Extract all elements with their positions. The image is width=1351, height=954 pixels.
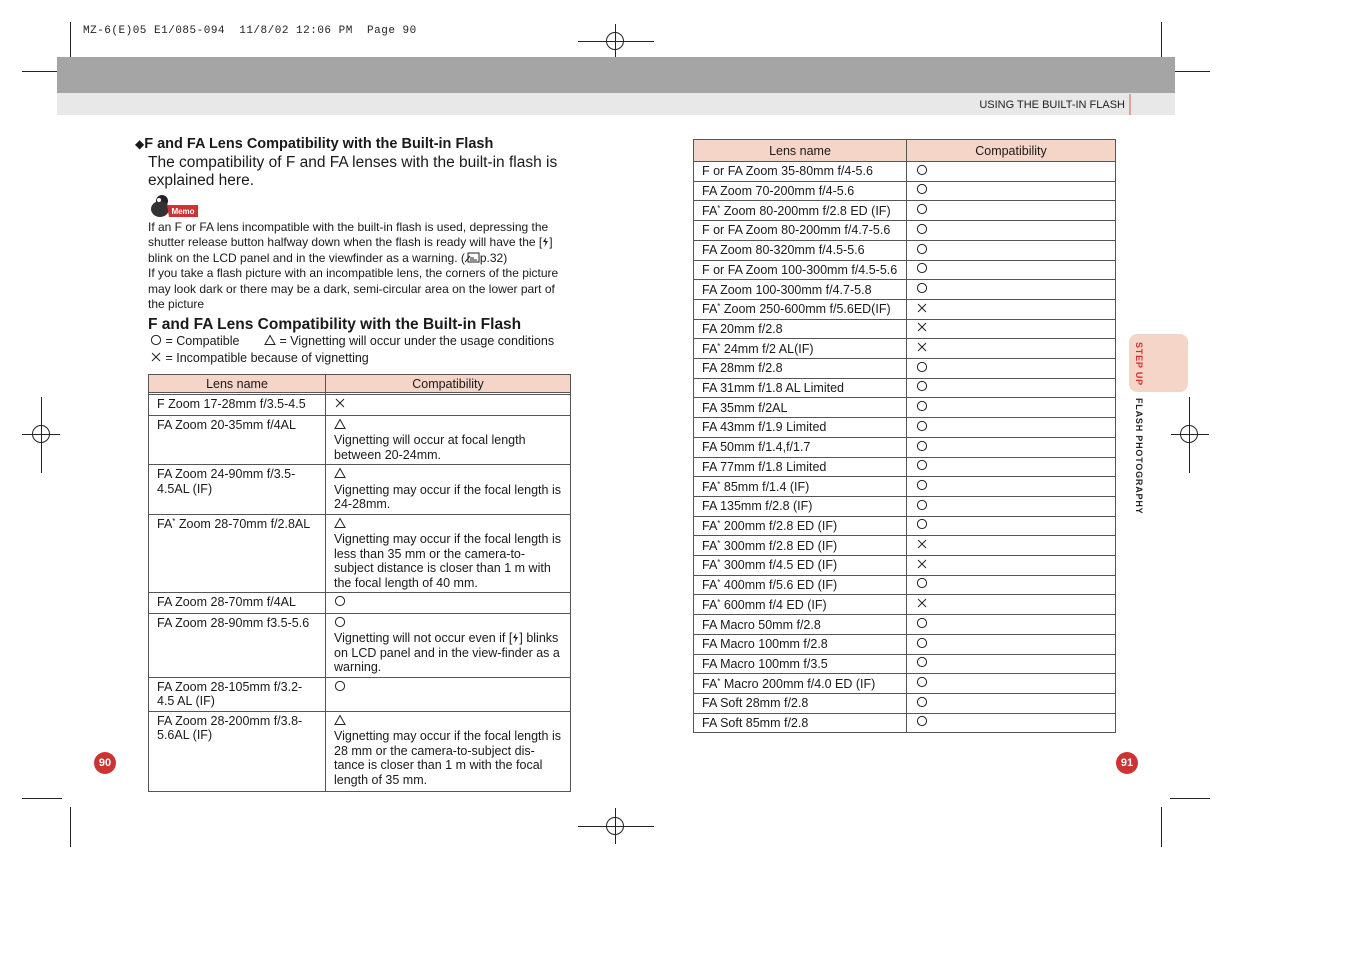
compatible-circle-icon — [916, 675, 928, 693]
table-row — [694, 496, 1116, 516]
compatible-circle-icon — [916, 419, 928, 437]
compatibility-cell — [326, 415, 571, 465]
column-header-compatibility: Compatibility — [326, 375, 571, 393]
table-row — [149, 465, 571, 515]
lens-name-cell: FA* 300mm f/2.8 ED (IF) — [694, 536, 907, 556]
crop-mark — [22, 71, 62, 72]
incompatible-cross-icon — [916, 320, 928, 338]
lens-name-cell: FA* Zoom 250-600mm f/5.6ED(IF) — [694, 299, 907, 319]
memo-text: If an F or FA lens incompatible with the built-in flash is used, depressing the shutter release button halfway down when the flash is ready will have the [ ] blink on the LCD panel and in the viewfinder as a warning. ( p.32) If you take a flash picture with an incompatible lens, the corners of the picture may look dark or there may be a dark, semi-circular area on the lower part of the picture — [148, 220, 559, 312]
compatible-circle-icon — [916, 695, 928, 713]
lens-name-cell: FA 35mm f/2AL — [694, 398, 907, 418]
incompatible-cross-icon — [334, 397, 346, 413]
compatible-circle-icon — [916, 163, 928, 181]
compatibility-cell — [907, 496, 1116, 516]
compatibility-cell — [907, 299, 1116, 319]
side-tab-section: STEP UP — [1134, 342, 1144, 386]
lens-name-cell: FA* Macro 200mm f/4.0 ED (IF) — [694, 674, 907, 694]
compatible-circle-icon — [916, 478, 928, 496]
compatibility-cell — [907, 378, 1116, 398]
table-row — [694, 359, 1116, 379]
table-row — [694, 437, 1116, 457]
compatibility-cell — [907, 398, 1116, 418]
compatibility-cell — [907, 319, 1116, 339]
compatible-circle-icon — [916, 439, 928, 457]
table-row — [694, 398, 1116, 418]
header-band — [57, 57, 1175, 93]
compatibility-note: Vignetting may occur if the focal length is 28 mm or the camera-to-subject dis-tance is closer than 1 m with the focal length of 35 mm. — [334, 729, 561, 787]
compatibility-cell — [907, 418, 1116, 438]
table-row — [694, 674, 1116, 694]
compatible-circle-icon — [334, 680, 346, 696]
compatibility-note: Vignetting will occur at focal length between 20-24mm. — [334, 433, 526, 462]
table-row — [694, 181, 1116, 201]
legend-compatible: = Compatible — [150, 334, 239, 349]
table-row — [694, 280, 1116, 300]
column-header-compatibility: Compatibility — [907, 140, 1116, 162]
lens-name-cell: FA Macro 100mm f/3.5 — [694, 654, 907, 674]
incompatible-cross-icon — [916, 557, 928, 575]
side-tab-chapter: FLASH PHOTOGRAPHY — [1134, 398, 1144, 515]
compatible-circle-icon — [916, 242, 928, 260]
incompatible-cross-icon — [150, 351, 162, 366]
compatible-circle-icon — [916, 202, 928, 220]
conditional-triangle-icon — [334, 418, 346, 434]
diamond-bullet-icon: ◆ — [135, 137, 145, 151]
crop-mark — [1170, 71, 1210, 72]
conditional-triangle-icon — [334, 714, 346, 730]
crop-mark — [22, 798, 62, 799]
lens-name-cell: FA 31mm f/1.8 AL Limited — [694, 378, 907, 398]
page-reference-icon — [465, 252, 480, 263]
memo-label: Memo — [171, 207, 195, 216]
lens-name-cell: FA Zoom 100-300mm f/4.7-5.8 — [694, 280, 907, 300]
compatibility-cell — [326, 465, 571, 515]
conditional-triangle-icon — [334, 467, 346, 483]
compatibility-cell — [326, 677, 571, 711]
table-row — [694, 240, 1116, 260]
compatible-circle-icon — [334, 595, 346, 611]
section-intro: The compatibility of F and FA lenses with the built-in flash is explained here. — [148, 154, 558, 189]
lens-name-cell: FA* 24mm f/2 AL(IF) — [694, 339, 907, 359]
header-accent-bar — [1129, 94, 1131, 115]
table-row — [694, 516, 1116, 536]
table-row — [694, 477, 1116, 497]
compatibility-cell — [326, 613, 571, 677]
compatible-circle-icon — [150, 334, 162, 349]
compatible-circle-icon — [916, 399, 928, 417]
lens-name-cell: FA Macro 50mm f/2.8 — [694, 615, 907, 635]
lens-name-cell: FA Soft 85mm f/2.8 — [694, 713, 907, 733]
compatible-circle-icon — [916, 379, 928, 397]
compatibility-cell — [907, 359, 1116, 379]
compatibility-cell — [907, 260, 1116, 280]
table-row — [149, 514, 571, 593]
memo-icon — [150, 193, 200, 219]
lens-name-cell: FA* 400mm f/5.6 ED (IF) — [694, 575, 907, 595]
lens-name-cell: FA Zoom 20-35mm f/4AL — [149, 415, 326, 465]
compatibility-cell — [326, 395, 571, 416]
table-row — [694, 221, 1116, 241]
compatibility-note: Vignetting may occur if the focal length is less than 35 mm or the camera-to-subject distance is closer than 1 m with the focal length of 40 mm. — [334, 532, 561, 590]
column-header-lens-name: Lens name — [149, 375, 326, 393]
compatibility-cell — [907, 693, 1116, 713]
compatibility-cell — [907, 240, 1116, 260]
lens-name-cell: FA Macro 100mm f/2.8 — [694, 634, 907, 654]
table-heading: F and FA Lens Compatibility with the Built-in Flash — [148, 316, 522, 333]
lens-name-cell: FA Zoom 70-200mm f/4-5.6 — [694, 181, 907, 201]
compatibility-cell — [907, 516, 1116, 536]
compatibility-cell — [326, 514, 571, 593]
compatibility-cell — [907, 615, 1116, 635]
compatible-circle-icon — [916, 714, 928, 732]
lens-name-cell: FA Zoom 28-90mm f3.5-5.6 — [149, 613, 326, 677]
compatibility-cell — [907, 634, 1116, 654]
table-row — [694, 260, 1116, 280]
lens-name-cell: F Zoom 17-28mm f/3.5-4.5 — [149, 395, 326, 416]
lens-name-cell: FA 28mm f/2.8 — [694, 359, 907, 379]
lens-name-cell: FA Zoom 28-200mm f/3.8-5.6AL (IF) — [149, 711, 326, 791]
compatibility-cell — [907, 437, 1116, 457]
lens-name-cell: FA 135mm f/2.8 (IF) — [694, 496, 907, 516]
page-number-right: 91 — [1116, 752, 1138, 774]
lens-name-cell: FA Zoom 80-320mm f/4.5-5.6 — [694, 240, 907, 260]
lens-name-cell: F or FA Zoom 35-80mm f/4-5.6 — [694, 162, 907, 182]
compatible-circle-icon — [334, 616, 346, 632]
lens-name-cell: FA* 600mm f/4 ED (IF) — [694, 595, 907, 615]
table-row — [149, 711, 571, 791]
compatibility-cell — [907, 575, 1116, 595]
conditional-triangle-icon — [334, 517, 346, 533]
lens-name-cell: FA Zoom 28-70mm f/4AL — [149, 593, 326, 614]
table-row — [694, 457, 1116, 477]
lens-name-cell: FA* 200mm f/2.8 ED (IF) — [694, 516, 907, 536]
legend-incompatible: = Incompatible because of vignetting — [150, 351, 369, 366]
compatibility-cell — [907, 536, 1116, 556]
compatible-circle-icon — [916, 182, 928, 200]
compatibility-cell — [907, 477, 1116, 497]
compatibility-cell — [907, 280, 1116, 300]
table-row — [694, 339, 1116, 359]
table-row — [694, 556, 1116, 576]
table-row — [694, 654, 1116, 674]
compatibility-cell — [907, 654, 1116, 674]
legend-conditional: = Vignetting will occur under the usage conditions — [264, 334, 554, 349]
lens-name-cell: FA* 300mm f/4.5 ED (IF) — [694, 556, 907, 576]
table-row — [694, 299, 1116, 319]
table-row — [149, 613, 571, 677]
compatible-circle-icon — [916, 576, 928, 594]
crop-mark — [70, 807, 71, 847]
compatible-circle-icon — [916, 261, 928, 279]
lens-name-cell: FA Soft 28mm f/2.8 — [694, 693, 907, 713]
table-row — [694, 575, 1116, 595]
compatibility-cell — [907, 181, 1116, 201]
table-row — [694, 319, 1116, 339]
lens-name-cell: FA* Zoom 28-70mm f/2.8AL — [149, 514, 326, 593]
lens-name-cell: FA* Zoom 80-200mm f/2.8 ED (IF) — [694, 201, 907, 221]
table-row — [694, 418, 1116, 438]
compatible-circle-icon — [916, 281, 928, 299]
flash-warning-icon — [512, 631, 519, 645]
crop-mark — [1170, 798, 1210, 799]
table-row — [694, 162, 1116, 182]
compatibility-cell — [907, 162, 1116, 182]
print-slug: MZ-6(E)05 E1/085-094 11/8/02 12:06 PM Page 90 — [83, 25, 417, 37]
table-row — [694, 693, 1116, 713]
lens-name-cell: FA 20mm f/2.8 — [694, 319, 907, 339]
running-header: USING THE BUILT-IN FLASH — [979, 99, 1125, 111]
compatibility-cell — [326, 593, 571, 614]
table-row — [694, 615, 1116, 635]
registration-mark — [606, 32, 624, 50]
lens-name-cell: FA* 85mm f/1.4 (IF) — [694, 477, 907, 497]
compatible-circle-icon — [916, 616, 928, 634]
compatibility-cell — [907, 221, 1116, 241]
compatibility-cell — [907, 556, 1116, 576]
table-row — [149, 677, 571, 711]
table-row — [694, 634, 1116, 654]
lens-table-right — [693, 139, 1116, 733]
section-heading: ◆F and FA Lens Compatibility with the Built-in Flash — [135, 136, 494, 152]
conditional-triangle-icon — [264, 334, 276, 349]
crop-mark — [1161, 807, 1162, 847]
incompatible-cross-icon — [916, 596, 928, 614]
lens-name-cell: FA Zoom 28-105mm f/3.2-4.5 AL (IF) — [149, 677, 326, 711]
compatibility-cell — [326, 711, 571, 791]
incompatible-cross-icon — [916, 340, 928, 358]
table-row — [149, 395, 571, 416]
compatibility-note: Vignetting will not occur even if [ ] blinks on LCD panel and in the view-finder as a warning. — [334, 631, 560, 674]
registration-mark — [1180, 425, 1198, 443]
table-row — [694, 378, 1116, 398]
incompatible-cross-icon — [916, 537, 928, 555]
compatibility-note: Vignetting may occur if the focal length is 24-28mm. — [334, 482, 561, 511]
registration-mark — [606, 817, 624, 835]
compatible-circle-icon — [916, 655, 928, 673]
table-row — [694, 201, 1116, 221]
lens-name-cell: F or FA Zoom 80-200mm f/4.7-5.6 — [694, 221, 907, 241]
compatibility-cell — [907, 457, 1116, 477]
table-row — [149, 593, 571, 614]
compatibility-cell — [907, 339, 1116, 359]
incompatible-cross-icon — [916, 301, 928, 319]
lens-name-cell: FA Zoom 24-90mm f/3.5-4.5AL (IF) — [149, 465, 326, 515]
table-row — [694, 536, 1116, 556]
table-row — [149, 415, 571, 465]
table-row — [694, 595, 1116, 615]
compatibility-cell — [907, 674, 1116, 694]
compatibility-cell — [907, 201, 1116, 221]
compatibility-cell — [907, 595, 1116, 615]
compatible-circle-icon — [916, 636, 928, 654]
lens-table-left — [148, 374, 571, 792]
lens-name-cell: F or FA Zoom 100-300mm f/4.5-5.6 — [694, 260, 907, 280]
compatible-circle-icon — [916, 458, 928, 476]
compatible-circle-icon — [916, 222, 928, 240]
lens-name-cell: FA 77mm f/1.8 Limited — [694, 457, 907, 477]
page-number-left: 90 — [94, 752, 116, 774]
compatible-circle-icon — [916, 517, 928, 535]
compatible-circle-icon — [916, 498, 928, 516]
table-row — [694, 713, 1116, 733]
registration-mark — [32, 425, 50, 443]
compatibility-cell — [907, 713, 1116, 733]
compatible-circle-icon — [916, 360, 928, 378]
lens-name-cell: FA 43mm f/1.9 Limited — [694, 418, 907, 438]
lens-name-cell: FA 50mm f/1.4,f/1.7 — [694, 437, 907, 457]
column-header-lens-name: Lens name — [694, 140, 907, 162]
